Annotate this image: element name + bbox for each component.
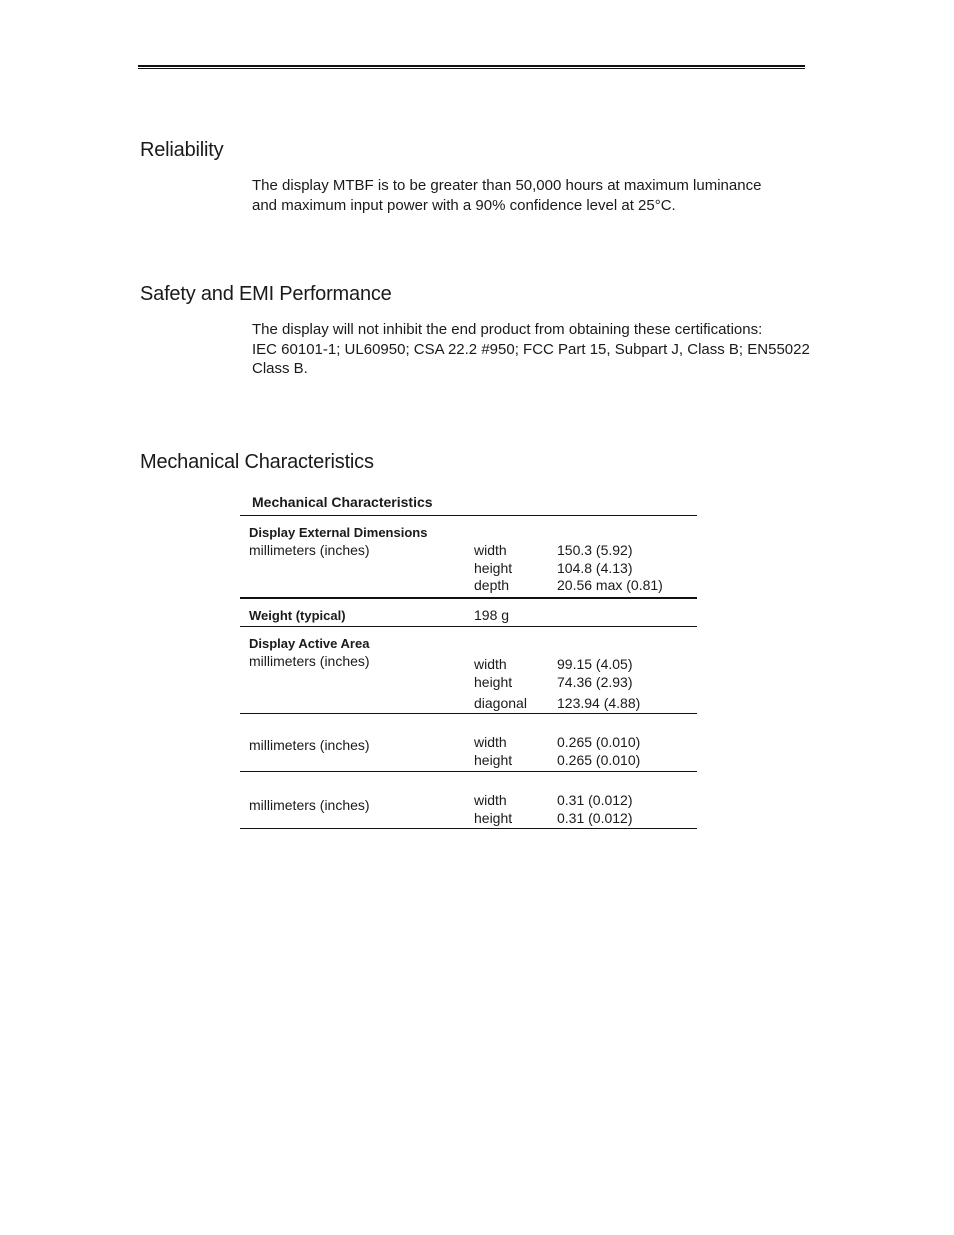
group5-value: 0.31 (0.012) [557, 810, 633, 826]
ext-dims-param: height [474, 560, 513, 576]
ext-dims-param: width [474, 542, 507, 558]
ext-dims-param: depth [474, 577, 510, 593]
weight-label: Weight (typical) [249, 608, 346, 623]
table-title: Mechanical Characteristics [252, 494, 433, 510]
table-rule [240, 771, 697, 772]
active-area-param: height [474, 674, 513, 690]
table-rule [240, 515, 697, 516]
active-area-param: width [474, 656, 507, 672]
active-area-value: 123.94 (4.88) [557, 695, 641, 711]
safety-heading: Safety and EMI Performance [140, 283, 392, 305]
active-area-value: 74.36 (2.93) [557, 674, 633, 690]
safety-text-line: Class B. [252, 360, 308, 377]
header-rule-thick [138, 65, 805, 67]
table-rule [240, 597, 697, 599]
ext-dims-unit: millimeters (inches) [249, 542, 370, 558]
safety-text [252, 320, 827, 379]
ext-dims-value: 150.3 (5.92) [557, 542, 633, 558]
group4-param: height [474, 752, 513, 768]
header-rule-thin [138, 68, 805, 69]
group5-param: height [474, 810, 513, 826]
reliability-text-line: and maximum input power with a 90% confidence level at 25°C. [252, 196, 676, 214]
group5-unit: millimeters (inches) [249, 797, 370, 813]
group4-value: 0.265 (0.010) [557, 752, 641, 768]
active-area-param: diagonal [474, 695, 527, 711]
group5-param: width [474, 792, 507, 808]
table-rule [240, 626, 697, 627]
active-area-label: Display Active Area [249, 636, 370, 651]
group4-param: width [474, 734, 507, 750]
safety-text-line: The display will not inhibit the end product from obtaining these certifications: [252, 321, 763, 338]
weight-value: 198 g [474, 607, 510, 623]
ext-dims-label: Display External Dimensions [249, 525, 428, 540]
ext-dims-value: 104.8 (4.13) [557, 560, 633, 576]
reliability-text [252, 176, 827, 215]
group5-value: 0.31 (0.012) [557, 792, 633, 808]
active-area-value: 99.15 (4.05) [557, 656, 633, 672]
table-rule [240, 828, 697, 829]
ext-dims-value: 20.56 max (0.81) [557, 577, 663, 593]
reliability-text-line: The display MTBF is to be greater than 50,000 hours at maximum luminance [252, 177, 762, 194]
safety-text-line: IEC 60101-1; UL60950; CSA 22.2 #950; FCC Part 15, Subpart J, Class B; EN55022 [252, 340, 810, 358]
mechanical-heading: Mechanical Characteristics [140, 451, 374, 473]
active-area-unit: millimeters (inches) [249, 653, 370, 669]
group4-unit: millimeters (inches) [249, 737, 370, 753]
table-rule [240, 713, 697, 714]
group4-value: 0.265 (0.010) [557, 734, 641, 750]
reliability-heading: Reliability [140, 139, 224, 161]
